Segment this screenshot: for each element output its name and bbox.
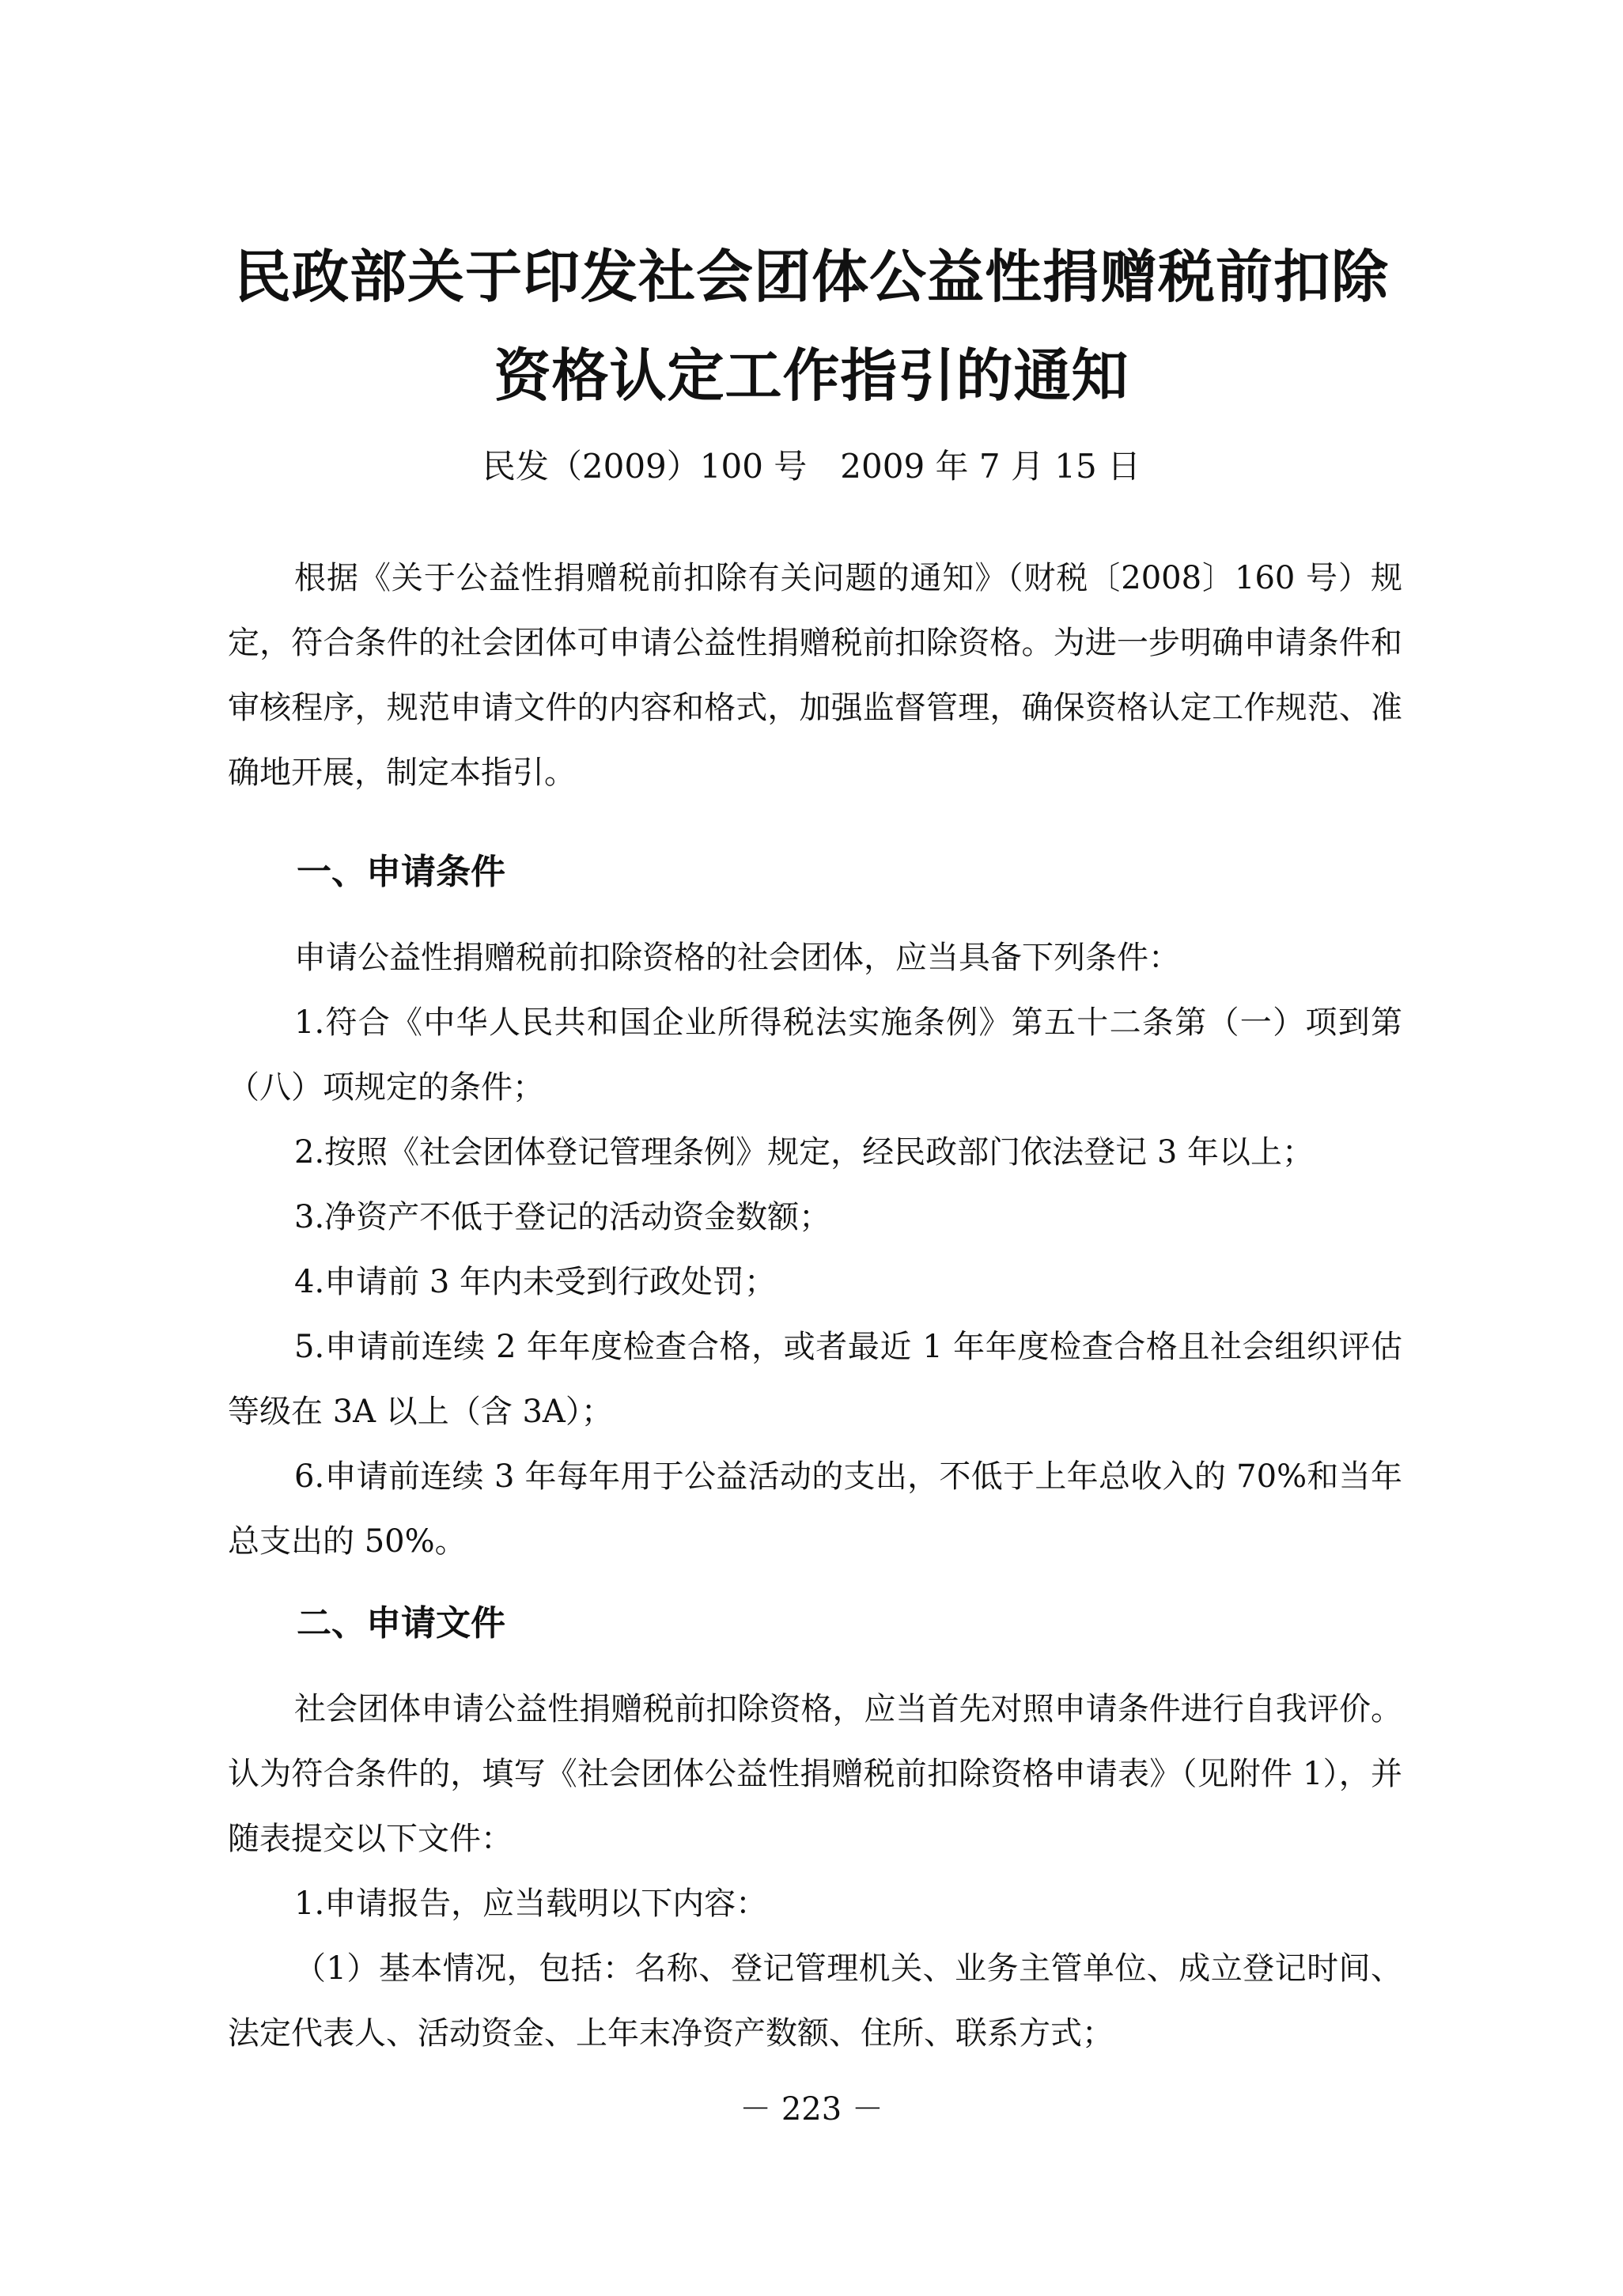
condition-item-4: 4.申请前 3 年内未受到行政处罚； [294, 1264, 777, 1300]
section-1-body [228, 925, 1402, 1574]
condition-item-6: 6.申请前连续 3 年每年用于公益活动的支出，不低于上年总收入的 70%和当年总支出的 50%。 [228, 1458, 1402, 1560]
intro-paragraph: 根据《关于公益性捐赠税前扣除有关问题的通知》（财税〔2008〕160 号）规定，符合条件的社会团体可申请公益性捐赠税前扣除资格。为进一步明确申请条件和审核程序，规范申请文件的内容和格式，加强监督管理，确保资格认定工作规范、准确地开展，制定本指引。 [228, 560, 1402, 791]
document-item-1-sub-1: （1）基本情况，包括：名称、登记管理机关、业务主管单位、成立登记时间、法定代表人、活动资金、上年末净资产数额、住所、联系方式； [228, 1950, 1402, 2052]
section-heading-2: 二、申请文件 [297, 1603, 505, 1644]
document-number: 民发（2009）100 号 2009 年 7 月 15 日 [482, 447, 1141, 486]
condition-item-5: 5.申请前连续 2 年年度检查合格，或者最近 1 年年度检查合格且社会组织评估等级在 3A 以上（含 3A）； [228, 1329, 1402, 1430]
section-heading-1: 一、申请条件 [297, 852, 505, 892]
section-2-body [228, 1677, 1402, 2066]
condition-item-1: 1.符合《中华人民共和国企业所得税法实施条例》第五十二条第（一）项到第（八）项规定的条件； [228, 1004, 1402, 1106]
intro-block [228, 546, 1402, 805]
section-2-lead: 社会团体申请公益性捐赠税前扣除资格，应当首先对照申请条件进行自我评价。认为符合条件的，填写《社会团体公益性捐赠税前扣除资格申请表》（见附件 1），并随表提交以下文件： [228, 1691, 1402, 1857]
document-item-1: 1.申请报告，应当载明以下内容： [294, 1886, 768, 1922]
page-number: － 223 － [740, 2091, 883, 2128]
condition-item-3: 3.净资产不低于登记的活动资金数额； [294, 1199, 831, 1235]
section-1-lead: 申请公益性捐赠税前扣除资格的社会团体，应当具备下列条件： [294, 940, 1180, 976]
condition-item-2: 2.按照《社会团体登记管理条例》规定，经民政部门依法登记 3 年以上； [294, 1134, 1315, 1171]
document-title-line-1: 民政部关于印发社会团体公益性捐赠税前扣除 [233, 244, 1389, 310]
document-title-line-2: 资格认定工作指引的通知 [494, 342, 1129, 409]
